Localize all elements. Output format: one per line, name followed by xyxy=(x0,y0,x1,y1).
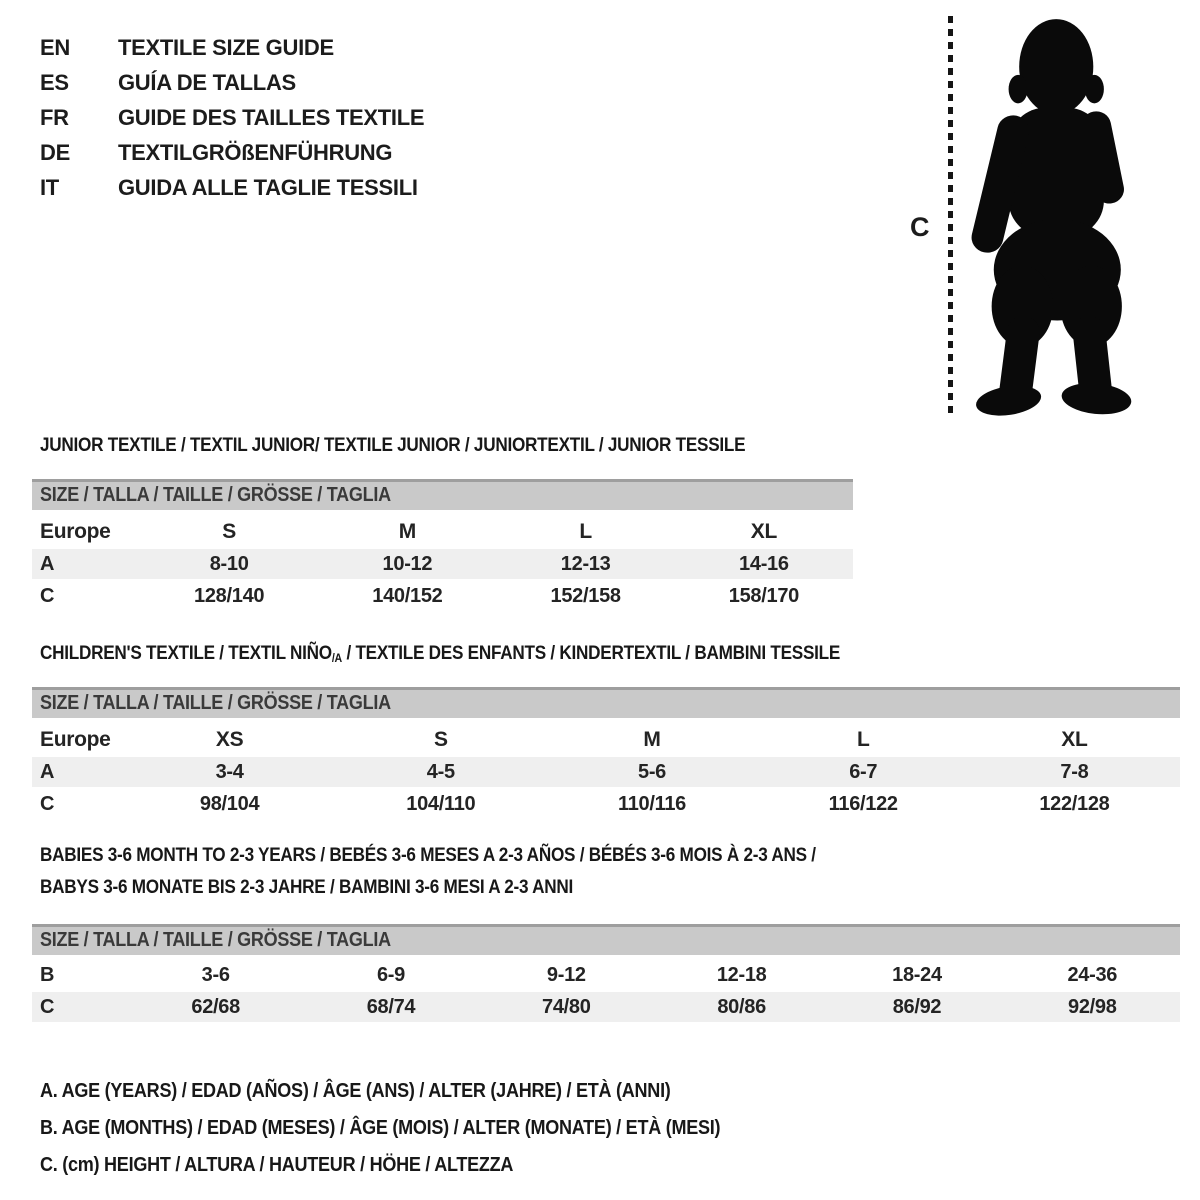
guide-title-fr: GUIDE DES TAILLES TEXTILE xyxy=(118,105,425,130)
legend-age-years: A. AGE (YEARS) / EDAD (AÑOS) / ÂGE (ANS) / ALTER (JAHRE) / ETÀ (ANNI) xyxy=(40,1079,671,1102)
size-column-header: XS xyxy=(215,727,244,751)
children-section-title xyxy=(40,642,840,670)
babies-section-title-line2: BABYS 3-6 MONATE BIS 2-3 JAHRE / BAMBINI 3-6 MESI A 2-3 ANNI xyxy=(40,876,574,898)
height-value: 80/86 xyxy=(717,995,766,1018)
babies-size-header-bar xyxy=(32,924,1180,955)
age-value: 6-7 xyxy=(849,760,878,783)
age-value: 12-13 xyxy=(560,552,611,575)
size-column-header: S xyxy=(222,519,236,543)
language-code: FR xyxy=(40,105,69,130)
junior-size-header-bar xyxy=(32,479,853,510)
row-label: A xyxy=(40,552,55,575)
children-size-header-bar xyxy=(32,687,1180,718)
size-column-header: L xyxy=(579,519,592,543)
guide-title-en: TEXTILE SIZE GUIDE xyxy=(118,35,334,60)
guide-title-it: GUIDA ALLE TAGLIE TESSILI xyxy=(118,175,418,200)
months-value: 3-6 xyxy=(201,964,230,986)
size-header-text: SIZE / TALLA / TAILLE / GRÖSSE / TAGLIA xyxy=(40,929,391,951)
children-columns-row xyxy=(32,722,1180,757)
row-label: C xyxy=(40,995,55,1018)
size-column-header: M xyxy=(398,519,416,543)
age-value: 10-12 xyxy=(382,552,433,575)
junior-size-table xyxy=(32,479,853,613)
babies-section-title-line1: BABIES 3-6 MONTH TO 2-3 YEARS / BEBÉS 3-6 MESES A 2-3 AÑOS / BÉBÉS 3-6 MOIS À 2-3 ANS / xyxy=(40,844,816,866)
size-column-header: XL xyxy=(750,519,777,543)
age-value: 5-6 xyxy=(638,760,667,783)
months-value: 24-36 xyxy=(1067,964,1118,986)
height-value: 140/152 xyxy=(372,584,443,607)
age-value: 8-10 xyxy=(209,552,249,575)
size-header-text: SIZE / TALLA / TAILLE / GRÖSSE / TAGLIA xyxy=(40,692,391,714)
junior-height-row xyxy=(32,579,853,613)
junior-columns-row xyxy=(32,514,853,549)
children-height-row xyxy=(32,787,1180,821)
language-row-es xyxy=(40,65,424,100)
age-value: 7-8 xyxy=(1060,760,1089,783)
size-header-text: SIZE / TALLA / TAILLE / GRÖSSE / TAGLIA xyxy=(40,484,391,506)
height-value: 128/140 xyxy=(194,584,265,607)
height-value: 98/104 xyxy=(199,792,260,815)
size-column-header: L xyxy=(856,727,870,751)
months-value: 18-24 xyxy=(892,964,942,986)
junior-age-row xyxy=(32,549,853,579)
children-title-subscript: /A xyxy=(331,651,342,666)
language-title-list xyxy=(40,30,424,205)
region-column-header: Europe xyxy=(40,727,111,751)
babies-size-table xyxy=(32,924,1180,1022)
months-value: 6-9 xyxy=(376,964,405,986)
language-code: EN xyxy=(40,35,70,60)
junior-section-title: JUNIOR TEXTILE / TEXTIL JUNIOR/ TEXTILE JUNIOR / JUNIORTEXTIL / JUNIOR TESSILE xyxy=(40,434,746,456)
height-value: 92/98 xyxy=(1068,995,1117,1018)
months-value: 9-12 xyxy=(546,964,586,986)
months-value: 12-18 xyxy=(716,964,767,986)
measurement-legend xyxy=(40,1072,813,1183)
language-row-en xyxy=(40,30,424,65)
row-label: C xyxy=(40,792,55,815)
height-value: 152/158 xyxy=(550,584,621,607)
language-code: DE xyxy=(40,140,70,165)
age-value: 4-5 xyxy=(426,760,455,783)
height-value: 104/110 xyxy=(406,792,476,815)
height-measure-label: C xyxy=(910,212,930,242)
size-column-header: S xyxy=(433,727,448,751)
height-value: 122/128 xyxy=(1039,792,1110,815)
height-value: 158/170 xyxy=(728,584,799,607)
row-label: A xyxy=(40,760,55,783)
height-value: 86/92 xyxy=(892,995,942,1018)
height-measure-dashed-line-icon xyxy=(948,16,953,416)
age-value: 3-4 xyxy=(215,760,244,783)
language-row-fr xyxy=(40,100,424,135)
children-title-pre: CHILDREN'S TEXTILE / TEXTIL NIÑO xyxy=(40,642,332,664)
height-value: 116/122 xyxy=(828,792,898,815)
language-code: ES xyxy=(40,70,69,95)
age-value: 14-16 xyxy=(739,552,789,575)
region-column-header: Europe xyxy=(40,519,111,543)
row-label: B xyxy=(40,964,55,986)
children-title-post: / TEXTILE DES ENFANTS / KINDERTEXTIL / BAMBINI TESSILE xyxy=(341,642,841,664)
size-column-header: M xyxy=(643,727,661,751)
guide-title-de: TEXTILGRÖßENFÜHRUNG xyxy=(118,140,393,165)
height-value: 62/68 xyxy=(191,995,240,1018)
babies-height-row xyxy=(32,992,1180,1022)
legend-height-cm: C. (cm) HEIGHT / ALTURA / HAUTEUR / HÖHE / ALTEZZA xyxy=(40,1153,514,1176)
size-column-header: XL xyxy=(1061,727,1088,751)
children-age-row xyxy=(32,757,1180,787)
babies-months-row xyxy=(32,959,1180,992)
language-code: IT xyxy=(40,175,59,200)
row-label: C xyxy=(40,584,55,607)
guide-title-es: GUÍA DE TALLAS xyxy=(118,70,296,95)
language-row-de xyxy=(40,135,424,170)
language-row-it xyxy=(40,170,424,205)
baby-silhouette-icon xyxy=(962,14,1142,420)
height-value: 110/116 xyxy=(618,792,686,815)
height-value: 74/80 xyxy=(542,995,591,1018)
children-size-table xyxy=(32,687,1180,821)
height-value: 68/74 xyxy=(366,995,416,1018)
legend-age-months: B. AGE (MONTHS) / EDAD (MESES) / ÂGE (MOIS) / ALTER (MONATE) / ETÀ (MESI) xyxy=(40,1116,721,1139)
